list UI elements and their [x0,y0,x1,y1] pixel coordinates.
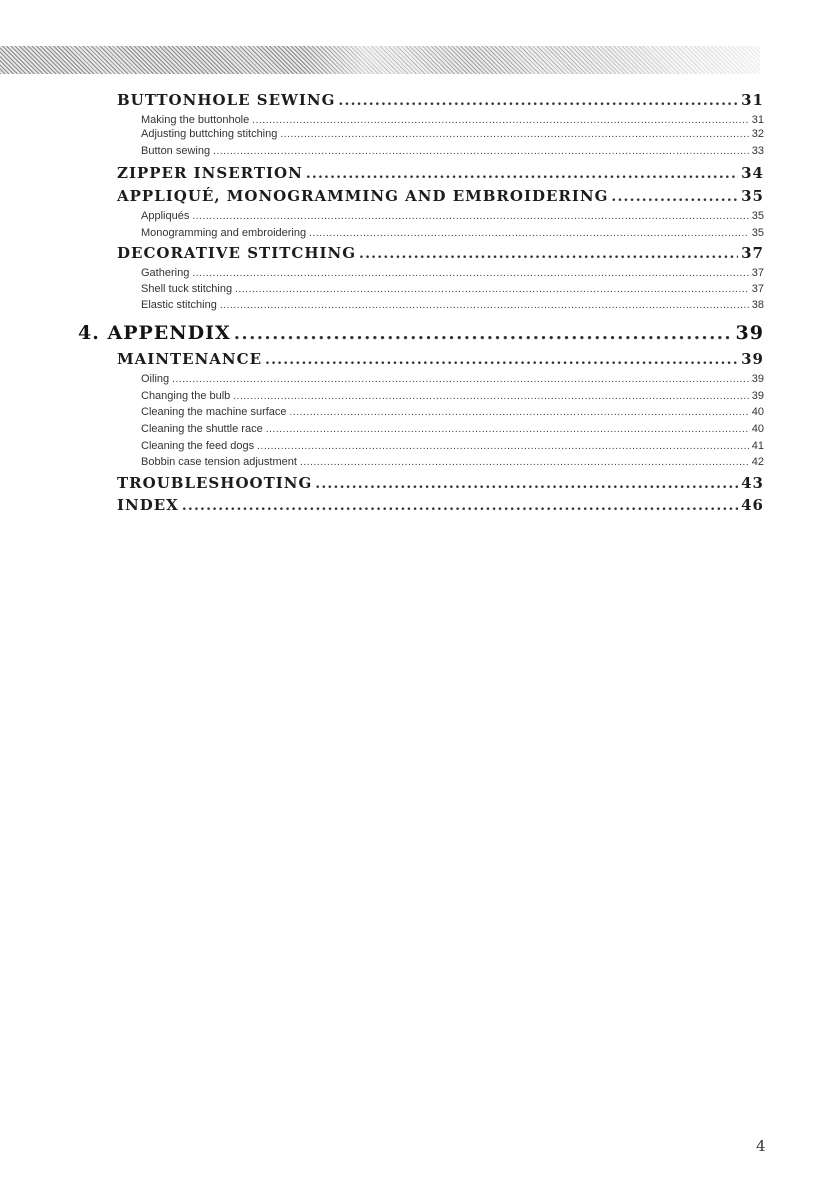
toc-entry-title: MAINTENANCE [117,350,262,368]
toc-entry-page: 31 [751,114,764,126]
toc-entry-page: 35 [741,187,764,205]
toc-entry-title: 4. APPENDIX [78,322,231,344]
toc-entry-page: 40 [751,406,764,418]
toc-leader-dots [192,268,748,279]
toc-entry [141,373,764,385]
toc-entry [141,267,764,279]
toc-entry-title: Cleaning the feed dogs [141,440,255,452]
toc-entry [141,299,764,311]
toc-entry [117,164,764,182]
toc-entry-title: Elastic stitching [141,299,217,311]
toc-entry-title: Oiling [141,373,170,385]
toc-leader-dots [306,166,738,182]
header-banner [0,46,760,74]
toc-entry-page: 33 [751,145,764,157]
toc-entry-page: 34 [741,164,764,182]
toc-entry-page: 38 [751,299,764,311]
toc-leader-dots [257,441,749,452]
toc-leader-dots [234,323,733,344]
toc-leader-dots [265,352,738,368]
toc-leader-dots [235,284,749,295]
toc-entry [141,456,764,468]
page-number: 4 [756,1137,766,1155]
toc-entry-title: DECORATIVE STITCHING [117,244,357,262]
toc-entry-title: Monogramming and embroidering [141,227,307,239]
toc-leader-dots [220,300,749,311]
toc-entry [141,283,764,295]
toc-entry [141,114,764,126]
toc-entry-page: 37 [741,244,764,262]
toc-entry [117,350,764,368]
toc-entry-page: 39 [735,322,764,344]
toc-leader-dots [315,476,738,492]
toc-entry-page: 35 [751,210,764,222]
toc-entry [117,244,764,262]
toc-entry-page: 42 [751,456,764,468]
toc-entry-title: Adjusting buttching stitching [141,128,278,140]
toc-leader-dots [233,391,748,402]
toc-leader-dots [172,374,749,385]
toc-leader-dots [182,498,738,514]
toc-entry-page: 32 [751,128,764,140]
toc-entry-page: 39 [751,373,764,385]
toc-entry-page: 43 [741,474,764,492]
toc-entry [117,496,764,514]
toc-entry-title: Gathering [141,267,190,279]
toc-entry-title: BUTTONHOLE SEWING [117,91,336,109]
toc-entry-title: Cleaning the machine surface [141,406,287,418]
toc-leader-dots [338,93,738,109]
toc-entry [117,91,764,109]
toc-entry [141,423,764,435]
toc-entry [141,390,764,402]
toc-entry-page: 37 [751,283,764,295]
toc-entry [117,187,764,205]
toc-entry-title: Making the buttonhole [141,114,250,126]
toc-entry-title: APPLIQUÉ, MONOGRAMMING AND EMBROIDERING [117,187,609,205]
toc-leader-dots [266,424,749,435]
toc-leader-dots [280,129,748,140]
toc-entry-title: INDEX [117,496,179,514]
toc-entry-title: Appliqués [141,210,190,222]
toc-leader-dots [359,246,738,262]
toc-entry [141,227,764,239]
toc-entry [141,210,764,222]
toc-leader-dots [300,457,749,468]
toc-entry-page: 35 [751,227,764,239]
toc-entry-title: Bobbin case tension adjustment [141,456,297,468]
toc-entry [141,440,764,452]
toc-entry-title: Cleaning the shuttle race [141,423,263,435]
toc-entry-title: ZIPPER INSERTION [117,164,303,182]
toc-entry [141,128,764,140]
toc-entry-page: 46 [741,496,764,514]
toc-leader-dots [309,228,749,239]
toc-entry-title: Changing the bulb [141,390,231,402]
toc-entry-page: 31 [741,91,764,109]
toc-entry-title: Shell tuck stitching [141,283,233,295]
toc-entry-page: 41 [751,440,764,452]
toc-entry [141,145,764,157]
toc-leader-dots [213,146,749,157]
toc-leader-dots [192,211,748,222]
toc-entry [141,406,764,418]
toc-entry-title: TROUBLESHOOTING [117,474,313,492]
toc-entry-page: 39 [741,350,764,368]
toc-entry [117,474,764,492]
toc-leader-dots [290,407,749,418]
toc-leader-dots [611,189,738,205]
toc-entry-page: 37 [751,267,764,279]
toc-entry-title: Button sewing [141,145,211,157]
toc-entry [78,322,764,344]
toc-entry-page: 39 [751,390,764,402]
toc-entry-page: 40 [751,423,764,435]
toc-leader-dots [252,115,749,126]
